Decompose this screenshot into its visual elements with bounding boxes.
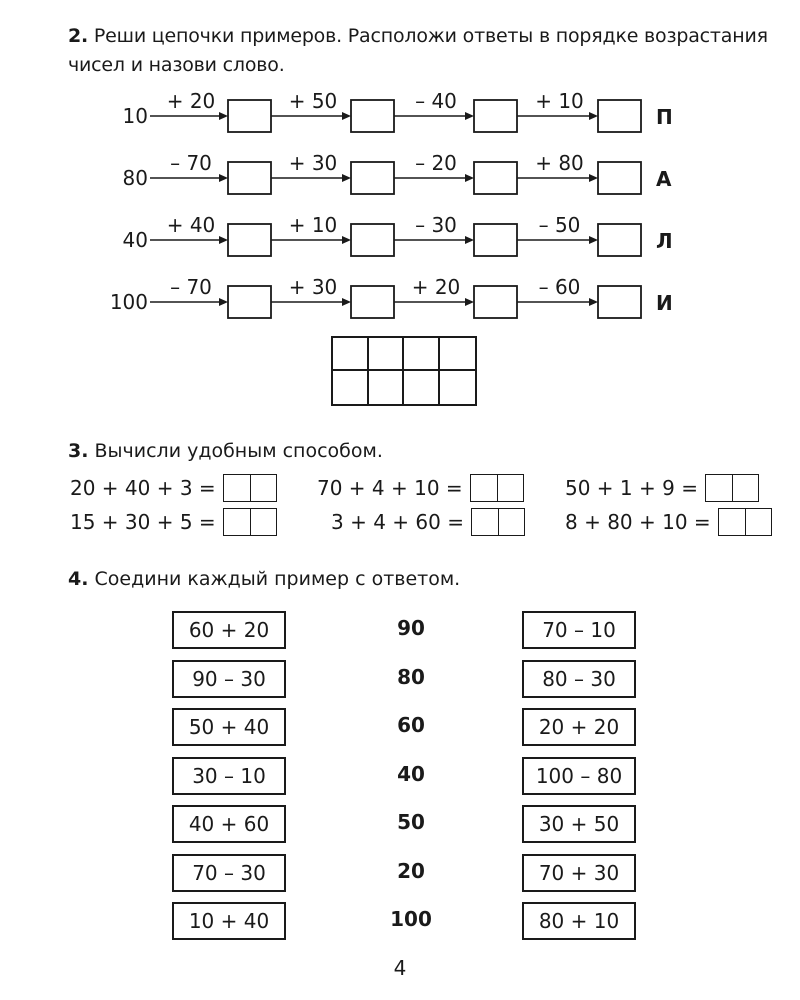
answer-cell[interactable]	[333, 338, 369, 371]
task3-expression	[565, 508, 772, 536]
arrow-head-icon	[589, 174, 598, 182]
chain-operation: + 20	[166, 89, 216, 113]
arrow-head-icon	[219, 174, 228, 182]
answer-cell[interactable]	[333, 371, 369, 404]
right-example-box[interactable]: 80 – 30	[522, 660, 636, 698]
right-example-box[interactable]: 70 – 10	[522, 611, 636, 649]
answer-number[interactable]: 100	[390, 907, 432, 931]
chain-letter: И	[656, 291, 673, 315]
task3-heading	[68, 440, 383, 462]
chain-answer-box[interactable]	[228, 100, 271, 132]
left-example-box[interactable]: 70 – 30	[172, 854, 286, 892]
chain-operation: + 20	[411, 275, 461, 299]
task4-text: Соедини каждый пример с ответом.	[94, 568, 461, 590]
answer-cell[interactable]	[369, 338, 405, 371]
task4-number: 4.	[68, 568, 89, 590]
chain-operation: – 30	[415, 213, 457, 237]
chain-operation: + 10	[288, 213, 338, 237]
chain-answer-box[interactable]	[228, 162, 271, 194]
task3-expression	[70, 474, 277, 502]
task3-number: 3.	[68, 440, 89, 462]
answer-number[interactable]: 90	[397, 616, 425, 640]
left-example-box[interactable]: 50 + 40	[172, 708, 286, 746]
arrow-head-icon	[219, 236, 228, 244]
chain-operation: + 80	[535, 151, 584, 175]
chain-operation: – 70	[170, 151, 212, 175]
expression-text: 50 + 1 + 9 =	[565, 476, 698, 500]
arrow-head-icon	[342, 298, 351, 306]
left-example-box[interactable]: 60 + 20	[172, 611, 286, 649]
chain-letter: П	[656, 105, 673, 129]
answer-number[interactable]: 60	[397, 713, 425, 737]
task3-expression	[70, 508, 277, 536]
answer-number[interactable]: 80	[397, 664, 425, 689]
answer-box[interactable]	[470, 474, 524, 502]
chain-answer-box[interactable]	[474, 224, 517, 256]
chain-answer-box[interactable]	[351, 100, 394, 132]
answer-box[interactable]	[223, 508, 277, 536]
arrow-head-icon	[219, 298, 228, 306]
right-example-box[interactable]: 30 + 50	[522, 805, 636, 843]
arrow-head-icon	[589, 298, 598, 306]
answer-number[interactable]: 20	[397, 858, 425, 883]
chain-answer-box[interactable]	[351, 286, 394, 318]
arrow-head-icon	[342, 112, 351, 120]
chain-answer-box[interactable]	[474, 100, 517, 132]
chain-answer-box[interactable]	[474, 286, 517, 318]
arrow-head-icon	[465, 174, 474, 182]
right-example-box[interactable]: 80 + 10	[522, 902, 636, 940]
chain-operation: – 50	[538, 213, 581, 237]
answer-cell[interactable]	[440, 338, 476, 371]
arrow-head-icon	[342, 236, 351, 244]
chain-answer-box[interactable]	[351, 224, 394, 256]
arrow-head-icon	[465, 236, 474, 244]
chain-operation: – 40	[415, 89, 457, 113]
task3-expression	[331, 508, 525, 536]
answer-cell[interactable]	[369, 371, 405, 404]
task2-number: 2.	[68, 25, 89, 47]
right-example-box[interactable]: 100 – 80	[522, 757, 636, 795]
left-example-box[interactable]: 30 – 10	[172, 757, 286, 795]
chain-answer-box[interactable]	[228, 224, 271, 256]
left-example-box[interactable]: 40 + 60	[172, 805, 286, 843]
answer-box[interactable]	[718, 508, 772, 536]
answer-number[interactable]: 50	[397, 810, 425, 834]
chain-start-number: 80	[122, 166, 148, 190]
chain-answer-box[interactable]	[598, 162, 641, 194]
arrow-head-icon	[342, 174, 351, 182]
expression-text: 70 + 4 + 10 =	[317, 476, 463, 500]
chain-operation: – 20	[415, 151, 457, 175]
chain-answer-box[interactable]	[474, 162, 517, 194]
right-example-box[interactable]: 20 + 20	[522, 708, 636, 746]
page-number: 4	[393, 956, 407, 980]
answer-box[interactable]	[223, 474, 277, 502]
answer-box[interactable]	[705, 474, 759, 502]
answer-word-grid	[331, 336, 477, 406]
answer-box[interactable]	[471, 508, 525, 536]
expression-text: 8 + 80 + 10 =	[565, 510, 711, 534]
task3-text: Вычисли удобным способом.	[94, 440, 383, 462]
task3-expression	[317, 474, 524, 502]
expression-text: 15 + 30 + 5 =	[70, 510, 216, 534]
chain-answer-box[interactable]	[598, 224, 641, 256]
task3-expression	[565, 474, 759, 502]
arrow-head-icon	[465, 112, 474, 120]
chain-letter: А	[656, 167, 672, 191]
chain-start-number: 10	[122, 104, 148, 128]
chain-operation: – 60	[538, 275, 581, 299]
answer-cell[interactable]	[404, 338, 440, 371]
expression-text: 3 + 4 + 60 =	[331, 510, 464, 534]
chain-operation: – 70	[170, 275, 212, 299]
chain-operation: + 30	[288, 275, 338, 299]
task4-heading	[68, 568, 460, 590]
chain-answer-box[interactable]	[598, 100, 641, 132]
answer-number[interactable]: 40	[397, 761, 425, 786]
chain-start-number: 40	[122, 228, 148, 252]
left-example-box[interactable]: 90 – 30	[172, 660, 286, 698]
chain-answer-box[interactable]	[351, 162, 394, 194]
arrow-head-icon	[465, 298, 474, 306]
chain-letter: Л	[656, 229, 673, 253]
answer-cell[interactable]	[440, 371, 476, 404]
left-example-box[interactable]: 10 + 40	[172, 902, 286, 940]
arrow-head-icon	[589, 112, 598, 120]
arrow-head-icon	[589, 236, 598, 244]
expression-text: 20 + 40 + 3 =	[70, 476, 216, 500]
right-example-box[interactable]: 70 + 30	[522, 854, 636, 892]
chain-operation: + 50	[288, 89, 338, 113]
chain-operation: + 40	[166, 213, 216, 237]
arrow-head-icon	[219, 112, 228, 120]
task2-text: Реши цепочки примеров. Расположи ответы в порядке возрастания чисел и назови слово.	[68, 25, 768, 76]
answer-cell[interactable]	[404, 371, 440, 404]
chain-answer-box[interactable]	[228, 286, 271, 318]
chain-answer-box[interactable]	[598, 286, 641, 318]
chain-start-number: 100	[109, 290, 148, 314]
chain-operation: + 30	[288, 151, 338, 175]
chain-operation: + 10	[535, 89, 584, 113]
